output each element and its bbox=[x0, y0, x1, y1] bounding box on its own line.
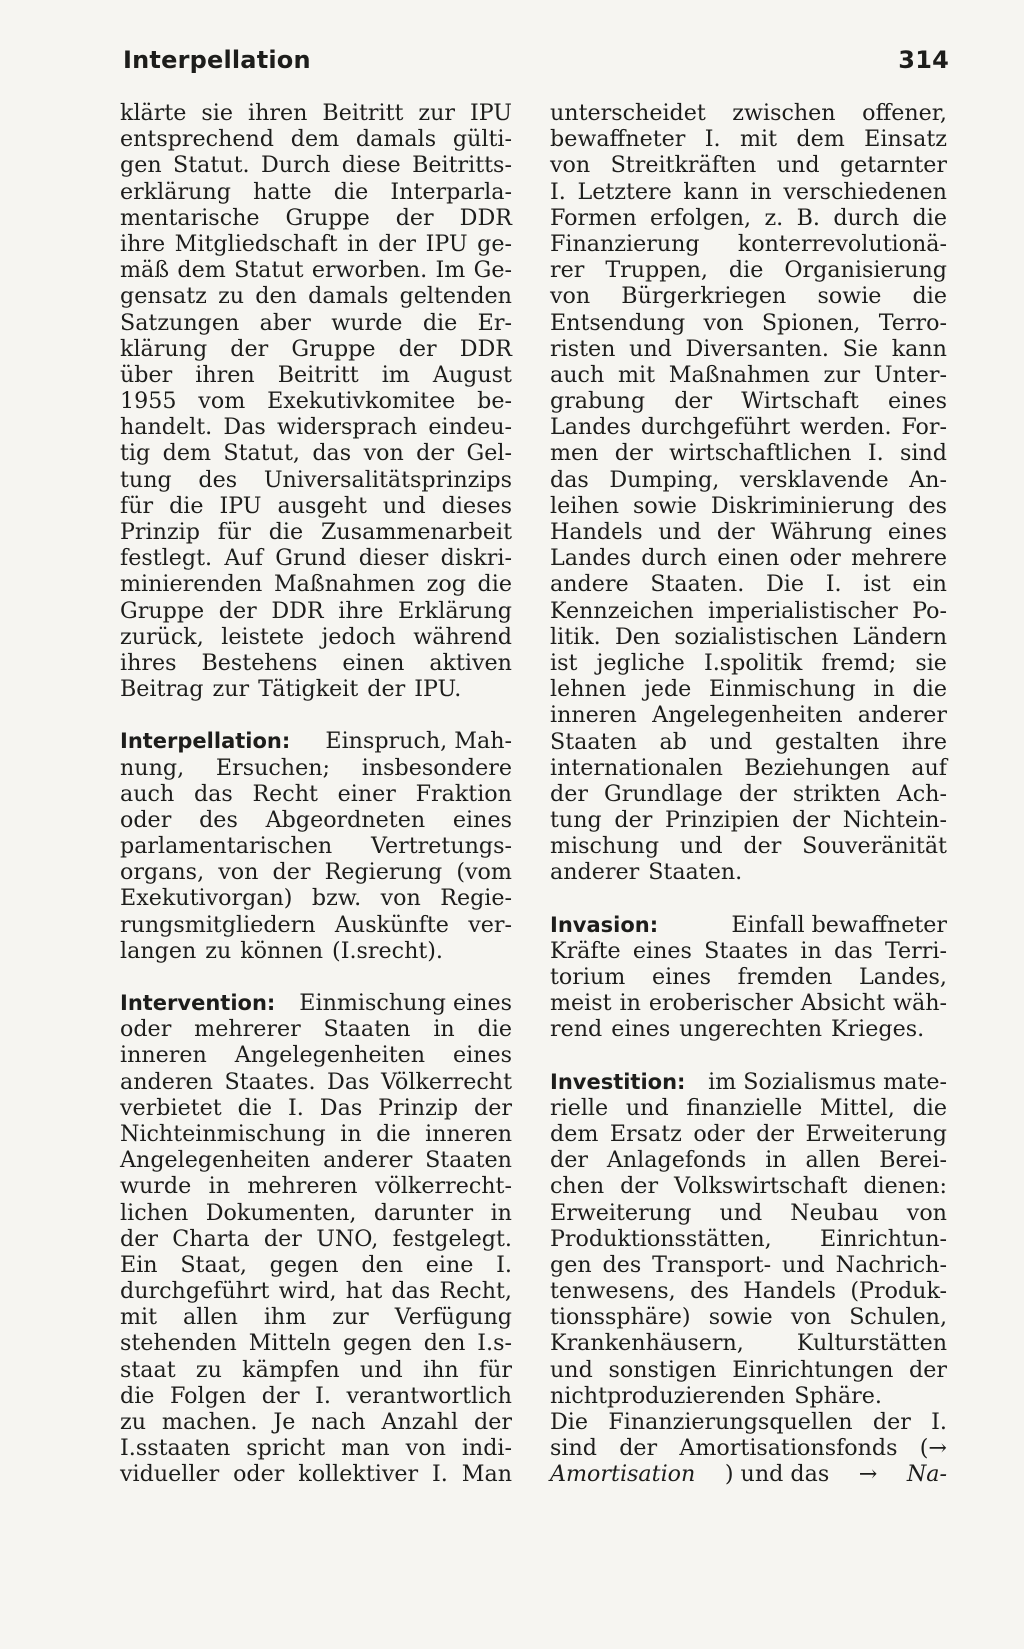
entry-first-text: Einspruch, Mah- bbox=[325, 728, 512, 755]
text-line: men der wirtschaftlichen I. sind bbox=[550, 440, 947, 467]
text-line: mäß dem Statut erworben. Im Ge- bbox=[120, 257, 512, 284]
text-line: 1955 vom Exekutivkomitee be- bbox=[120, 388, 512, 415]
right-column bbox=[550, 100, 947, 1488]
connector-text: ) und das bbox=[724, 1461, 830, 1488]
text-line: risten und Diversanten. Sie kann bbox=[550, 335, 947, 362]
text-line: zurück, leistete jedoch während bbox=[120, 623, 512, 650]
entry-term: Invasion: bbox=[550, 912, 659, 937]
text-line: ist jegliche I.spolitik fremd; sie bbox=[550, 649, 947, 676]
text-line: ihres Bestehens einen aktiven bbox=[120, 649, 512, 676]
text-line: Landes durch einen oder mehrere bbox=[550, 545, 947, 572]
text-line: oder des Abgeordneten eines bbox=[120, 806, 512, 833]
entry-first-line bbox=[550, 912, 947, 938]
text-line: Die Finanzierungsquellen der I. bbox=[550, 1409, 947, 1435]
text-line: unterscheidet zwischen offener, bbox=[550, 100, 947, 126]
text-line: inneren Angelegenheiten anderer bbox=[550, 702, 947, 729]
text-line: staat zu kämpfen und ihn für bbox=[120, 1356, 512, 1383]
text-line: Kräfte eines Staates in das Terri- bbox=[550, 937, 947, 964]
text-line: organs, von der Regierung (vom bbox=[120, 859, 512, 886]
text-line: chen der Volkswirtschaft dienen: bbox=[550, 1173, 947, 1200]
entry-first-text: Einfall bewaffneter bbox=[731, 911, 947, 938]
text-line: litik. Den sozialistischen Ländern bbox=[550, 623, 947, 650]
text-line: leihen sowie Diskriminierung des bbox=[550, 492, 947, 519]
text-line: Prinzip für die Zusammenarbeit bbox=[120, 519, 512, 545]
text-line: anderen Staates. Das Völkerrecht bbox=[120, 1068, 512, 1095]
entry-invasion bbox=[550, 912, 947, 1043]
entry-first-text: im Sozialismus mate- bbox=[708, 1068, 947, 1095]
text-line: inneren Angelegenheiten eines bbox=[120, 1042, 512, 1069]
text-line: gensatz zu den damals geltenden bbox=[120, 283, 512, 310]
text-line: von Streitkräften und getarnter bbox=[550, 152, 947, 179]
text-line: andere Staaten. Die I. ist ein bbox=[550, 571, 947, 598]
text-line: sind der Amortisationsfonds (→ bbox=[550, 1435, 947, 1462]
entry-first-line bbox=[120, 728, 512, 754]
cross-reference-amortisation[interactable]: Amortisation bbox=[550, 1461, 696, 1488]
text-line: über ihren Beitritt im August bbox=[120, 361, 512, 388]
text-line: wurde in mehreren völkerrecht- bbox=[120, 1173, 512, 1200]
entry-interpellation bbox=[120, 728, 512, 964]
text-line: mischung und der Souveränität bbox=[550, 833, 947, 860]
text-line: gen des Transport- und Nachrich- bbox=[550, 1251, 947, 1278]
text-line: rend eines ungerechten Krieges. bbox=[550, 1016, 925, 1043]
text-line: der Anlagefonds in allen Berei- bbox=[550, 1147, 947, 1174]
text-line: rielle und finanzielle Mittel, die bbox=[550, 1094, 947, 1121]
text-line: die Folgen der I. verantwortlich bbox=[120, 1382, 512, 1409]
text-line: Entsendung von Spionen, Terro- bbox=[550, 309, 947, 336]
text-line: Kennzeichen imperialistischer Po- bbox=[550, 597, 947, 624]
text-line: rer Truppen, die Organisierung bbox=[550, 257, 947, 284]
text-line: Ein Staat, gegen den eine I. bbox=[120, 1251, 512, 1278]
page-header bbox=[123, 46, 949, 82]
text-line: tung der Prinzipien der Nichtein- bbox=[550, 807, 947, 834]
entry-investition bbox=[550, 1069, 947, 1488]
text-line: ihre Mitgliedschaft in der IPU ge- bbox=[120, 230, 512, 257]
text-line: rungsmitgliedern Auskünfte ver- bbox=[120, 911, 512, 938]
text-line: mentarische Gruppe der DDR bbox=[120, 204, 512, 231]
text-line: der Grundlage der strikten Ach- bbox=[550, 780, 947, 807]
text-line: bewaffneter I. mit dem Einsatz bbox=[550, 126, 947, 153]
text-line: der Charta der UNO, festgelegt. bbox=[120, 1225, 512, 1252]
text-line: tig dem Statut, das von der Gel- bbox=[120, 440, 512, 467]
text-line: tung des Universalitätsprinzips bbox=[120, 466, 512, 493]
text-line: Gruppe der DDR ihre Erklärung bbox=[120, 597, 512, 624]
cross-reference-line bbox=[550, 1461, 947, 1487]
entry-term: Interpellation: bbox=[120, 729, 291, 754]
text-line: klärung der Gruppe der DDR bbox=[120, 335, 512, 362]
text-line: Angelegenheiten anderer Staaten bbox=[120, 1147, 512, 1174]
text-line: das Dumping, versklavende An- bbox=[550, 466, 947, 493]
text-line: verbietet die I. Das Prinzip der bbox=[120, 1094, 512, 1121]
text-line: I. Letztere kann in verschiedenen bbox=[550, 178, 947, 205]
text-line: nung, Ersuchen; insbesondere bbox=[120, 754, 512, 781]
intervention-continued bbox=[550, 100, 947, 886]
text-line: Nichteinmischung in die inneren bbox=[120, 1120, 512, 1147]
continuation-paragraph bbox=[120, 100, 512, 702]
text-line: Formen erfolgen, z. B. durch die bbox=[550, 204, 947, 231]
entry-first-text: Einmischung eines bbox=[299, 990, 512, 1016]
text-line: erklärung hatte die Interparla- bbox=[120, 178, 512, 205]
text-line: Landes durchgeführt werden. For- bbox=[550, 414, 947, 441]
page-number: 314 bbox=[898, 46, 949, 74]
text-line: Staaten ab und gestalten ihre bbox=[550, 728, 947, 755]
cross-reference-next[interactable]: Na- bbox=[906, 1461, 947, 1488]
running-title: Interpellation bbox=[123, 46, 311, 74]
text-line: klärte sie ihren Beitritt zur IPU bbox=[120, 100, 512, 126]
text-line: zu machen. Je nach Anzahl der bbox=[120, 1409, 512, 1435]
left-column bbox=[120, 100, 512, 1488]
text-line: meist in eroberischer Absicht wäh- bbox=[550, 990, 947, 1017]
text-line: minierenden Maßnahmen zog die bbox=[120, 571, 512, 598]
text-line: durchgeführt wird, hat das Recht, bbox=[120, 1278, 512, 1305]
text-line: grabung der Wirtschaft eines bbox=[550, 388, 947, 415]
text-line: auch mit Maßnahmen zur Unter- bbox=[550, 361, 947, 388]
entry-term: Investition: bbox=[550, 1069, 686, 1094]
text-line: Exekutivorgan) bzw. von Regie- bbox=[120, 885, 512, 912]
text-line: stehenden Mitteln gegen den I.s- bbox=[120, 1330, 512, 1357]
text-line: parlamentarischen Vertretungs- bbox=[120, 833, 512, 860]
text-line: festlegt. Auf Grund dieser diskri- bbox=[120, 545, 512, 572]
text-line: mit allen ihm zur Verfügung bbox=[120, 1304, 512, 1331]
text-line: Finanzierung konterrevolutionä- bbox=[550, 230, 947, 257]
entry-first-line bbox=[120, 990, 512, 1016]
text-line: Satzungen aber wurde die Er- bbox=[120, 309, 512, 336]
text-line: nichtproduzierenden Sphäre. bbox=[550, 1382, 882, 1409]
text-line: internationalen Beziehungen auf bbox=[550, 754, 947, 781]
text-line: gen Statut. Durch diese Beitritts- bbox=[120, 152, 512, 179]
text-line: von Bürgerkriegen sowie die bbox=[550, 283, 947, 310]
text-line: auch das Recht einer Fraktion bbox=[120, 780, 512, 807]
text-line: lichen Dokumenten, darunter in bbox=[120, 1199, 512, 1226]
text-line: handelt. Das widersprach eindeu- bbox=[120, 414, 512, 441]
arrow-icon: → bbox=[858, 1461, 878, 1488]
text-line: lehnen jede Einmischung in die bbox=[550, 676, 947, 703]
text-line: Beitrag zur Tätigkeit der IPU. bbox=[120, 676, 462, 703]
text-line: für die IPU ausgeht und dieses bbox=[120, 492, 512, 519]
text-line: torium eines fremden Landes, bbox=[550, 964, 947, 990]
text-line: tenwesens, des Handels (Produk- bbox=[550, 1278, 947, 1305]
entry-first-line bbox=[550, 1069, 947, 1095]
text-line: Handels und der Währung eines bbox=[550, 519, 947, 545]
entry-intervention bbox=[120, 990, 512, 1488]
text-line: entsprechend dem damals gülti- bbox=[120, 126, 512, 153]
text-line: Erweiterung und Neubau von bbox=[550, 1199, 947, 1226]
text-line: vidueller oder kollektiver I. Man bbox=[120, 1461, 512, 1488]
text-line: langen zu können (I.srecht). bbox=[120, 937, 443, 964]
text-line: Krankenhäusern, Kulturstätten bbox=[550, 1330, 947, 1357]
text-line: I.sstaaten spricht man von indi- bbox=[120, 1435, 512, 1462]
entry-term: Intervention: bbox=[120, 991, 276, 1015]
text-line: Produktionsstätten, Einrichtun- bbox=[550, 1225, 947, 1252]
text-line: tionssphäre) sowie von Schulen, bbox=[550, 1304, 947, 1331]
text-line: und sonstigen Einrichtungen der bbox=[550, 1356, 947, 1383]
text-line: dem Ersatz oder der Erweiterung bbox=[550, 1120, 947, 1147]
text-line: anderer Staaten. bbox=[550, 859, 743, 886]
text-line: oder mehrerer Staaten in die bbox=[120, 1016, 512, 1043]
